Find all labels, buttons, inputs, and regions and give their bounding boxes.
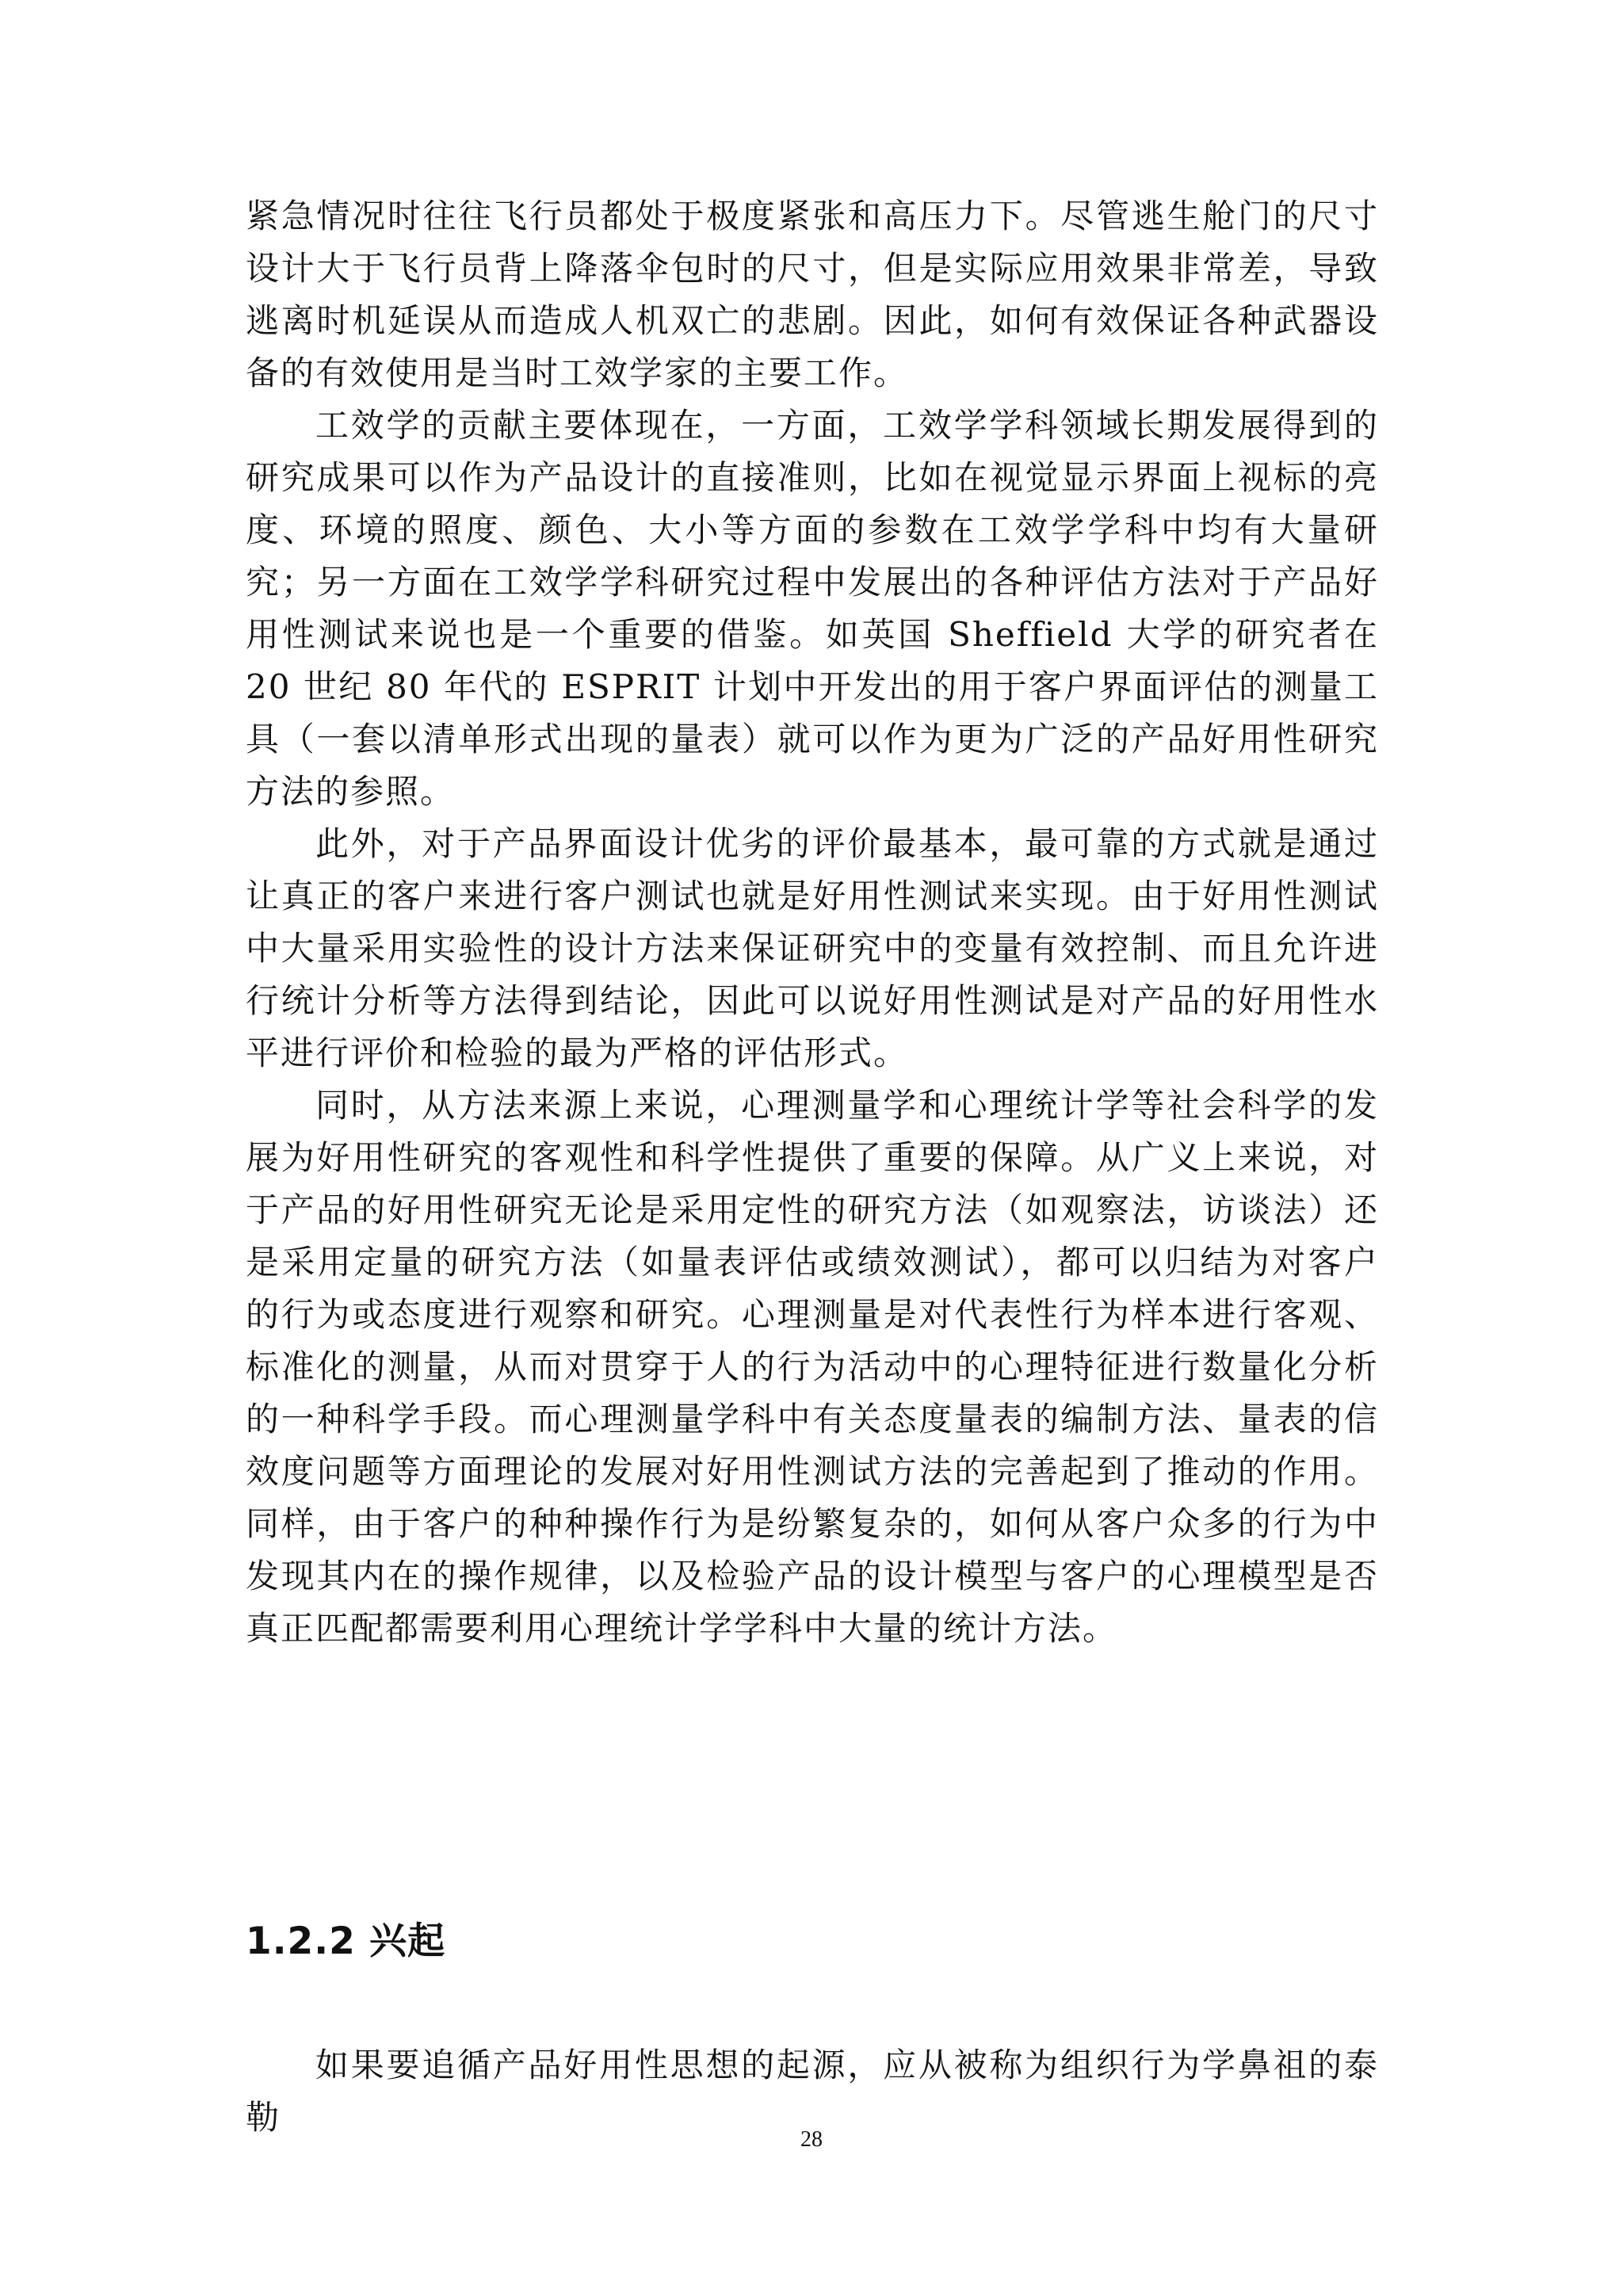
section-paragraph: 如果要追循产品好用性思想的起源，应从被称为组织行为学鼻祖的泰勒: [246, 2046, 1379, 2137]
document-body: [246, 190, 1379, 1655]
paragraph-2: 工效学的贡献主要体现在，一方面，工效学学科领域长期发展得到的研究成果可以作为产品设计的直接准则，比如在视觉显示界面上视标的亮度、环境的照度、颜色、大小等方面的参数在工效学学科中均有大量研究；另一方面在工效学学科研究过程中发展出的各种评估方法对于产品好用性测试来说也是一个重要的借鉴。如英国 Sheffield 大学的研究者在 20 世纪 80 年代的 ESPRIT 计划中开发出的用于客户界面评估的测量工具（一套以清单形式出现的量表）就可以作为更为广泛的产品好用性研究方法的参照。: [246, 406, 1379, 811]
paragraph-1: 紧急情况时往往飞行员都处于极度紧张和高压力下。尽管逃生舱门的尺寸设计大于飞行员背上降落伞包时的尺寸，但是实际应用效果非常差，导致逃离时机延误从而造成人机双亡的悲剧。因此，如何有效保证各种武器设备的有效使用是当时工效学家的主要工作。: [246, 197, 1379, 392]
page-number: 28: [800, 2127, 823, 2152]
section-heading: 1.2.2 兴起: [246, 1920, 446, 1963]
paragraph-3: 此外，对于产品界面设计优劣的评价最基本，最可靠的方式就是通过让真正的客户来进行客户测试也就是好用性测试来实现。由于好用性测试中大量采用实验性的设计方法来保证研究中的变量有效控制、而且允许进行统计分析等方法得到结论，因此可以说好用性测试是对产品的好用性水平进行评价和检验的最为严格的评估形式。: [246, 824, 1379, 1072]
paragraph-4: 同时，从方法来源上来说，心理测量学和心理统计学等社会科学的发展为好用性研究的客观性和科学性提供了重要的保障。从广义上来说，对于产品的好用性研究无论是采用定性的研究方法（如观察法，访谈法）还是采用定量的研究方法（如量表评估或绩效测试），都可以归结为对客户的行为或态度进行观察和研究。心理测量是对代表性行为样本进行客观、标准化的测量，从而对贯穿于人的行为活动中的心理特征进行数量化分析的一种科学手段。而心理测量学科中有关态度量表的编制方法、量表的信效度问题等方面理论的发展对好用性测试方法的完善起到了推动的作用。同样，由于客户的种种操作行为是纷繁复杂的，如何从客户众多的行为中发现其内在的操作规律，以及检验产品的设计模型与客户的心理模型是否真正匹配都需要利用心理统计学学科中大量的统计方法。: [246, 1086, 1379, 1648]
